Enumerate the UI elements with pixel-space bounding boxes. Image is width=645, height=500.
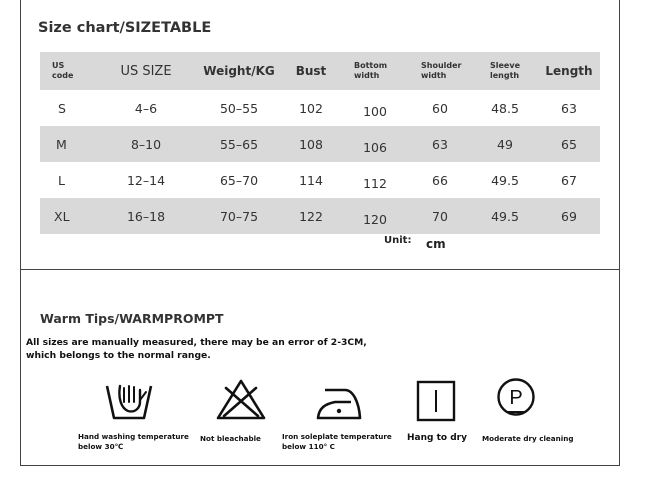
cell-weight: 50–55: [219, 100, 259, 116]
header-length: Length: [545, 64, 593, 78]
cell-weight: 55–65: [219, 136, 259, 152]
cell-length: 65: [561, 136, 577, 152]
cell-us-size: 16–18: [126, 208, 166, 224]
dry-clean-label: [482, 434, 574, 444]
cell-us-size: 12–14: [126, 172, 166, 188]
table-row: [40, 90, 600, 126]
header-bottom-width-line1: Bottom: [354, 61, 388, 70]
iron-label: [282, 432, 392, 452]
dry-clean-icon: [496, 377, 536, 417]
cell-shoulder-width: 60: [432, 100, 448, 116]
header-us-code-line1: US: [52, 61, 65, 70]
cell-weight: 70–75: [219, 208, 259, 224]
warm-tips-title: Warm Tips/WARMPROMPT: [40, 311, 224, 326]
header-sleeve-length: [490, 52, 540, 90]
hang-dry-icon: [416, 380, 456, 422]
cell-us-size: 8–10: [130, 136, 162, 152]
warm-tips-line: All sizes are manually measured, there may be an error of 2-3CM,: [26, 337, 367, 348]
cell-code: S: [58, 100, 66, 116]
hand-wash-label: [78, 432, 189, 452]
cell-sleeve-length: 49: [497, 136, 513, 152]
table-row: [40, 198, 600, 234]
cell-code: M: [56, 136, 67, 152]
cell-length: 69: [561, 208, 577, 224]
header-sleeve-length-line2: length: [490, 71, 520, 80]
unit-value: cm: [426, 237, 446, 251]
cell-shoulder-width: 70: [432, 208, 448, 224]
hand-wash-label-line2: below 30℃: [78, 442, 124, 451]
header-us-code-line2: code: [52, 71, 74, 80]
cell-sleeve-length: 48.5: [491, 100, 519, 116]
no-bleach-icon: [214, 378, 268, 422]
no-bleach-label: [200, 434, 261, 444]
header-bottom-width-line2: width: [354, 71, 380, 80]
cell-bust: 108: [299, 136, 323, 152]
cell-weight: 65–70: [219, 172, 259, 188]
cell-code: L: [58, 172, 65, 188]
cell-code: XL: [54, 208, 70, 224]
cell-bust: 102: [299, 100, 323, 116]
cell-bottom-width: 120: [363, 211, 387, 227]
header-weight: Weight/KG: [203, 64, 275, 78]
no-bleach-label-line1: Not bleachable: [200, 434, 261, 443]
svg-text:P: P: [509, 387, 523, 409]
header-shoulder-width: [421, 52, 481, 90]
dry-clean-label-line1: Moderate dry cleaning: [482, 434, 574, 443]
hand-wash-icon: [104, 378, 154, 424]
header-sleeve-length-line1: Sleeve: [490, 61, 520, 70]
size-table: [40, 52, 600, 234]
warm-tips-line: which belongs to the normal range.: [26, 350, 211, 361]
header-us-size: US SIZE: [120, 63, 172, 79]
warm-tips-text: [26, 336, 406, 362]
header-us-code: [52, 52, 92, 90]
hand-wash-label-line1: Hand washing temperature: [78, 432, 189, 441]
cell-length: 67: [561, 172, 577, 188]
header-bust: Bust: [295, 64, 327, 78]
hang-dry-label: [407, 433, 467, 443]
iron-label-line2: below 110° C: [282, 442, 335, 451]
table-header-row: [40, 52, 600, 90]
size-chart-title: Size chart/SIZETABLE: [38, 20, 212, 36]
hang-dry-label-line1: Hang to dry: [407, 433, 467, 443]
table-row: [40, 126, 600, 162]
cell-bottom-width: 100: [363, 103, 387, 119]
iron-icon: [315, 382, 363, 422]
iron-label-line1: Iron soleplate temperature: [282, 432, 392, 441]
cell-bottom-width: 106: [363, 139, 387, 155]
cell-length: 63: [561, 100, 577, 116]
table-row: [40, 162, 600, 198]
cell-shoulder-width: 66: [432, 172, 448, 188]
header-shoulder-width-line1: Shoulder: [421, 61, 462, 70]
header-shoulder-width-line2: width: [421, 71, 447, 80]
cell-sleeve-length: 49.5: [491, 208, 519, 224]
cell-bottom-width: 112: [363, 175, 387, 191]
unit-label: Unit:: [384, 235, 412, 246]
cell-shoulder-width: 63: [432, 136, 448, 152]
cell-us-size: 4–6: [134, 100, 158, 116]
cell-bust: 114: [299, 172, 323, 188]
cell-sleeve-length: 49.5: [491, 172, 519, 188]
cell-bust: 122: [299, 208, 323, 224]
header-bottom-width: [354, 52, 414, 90]
